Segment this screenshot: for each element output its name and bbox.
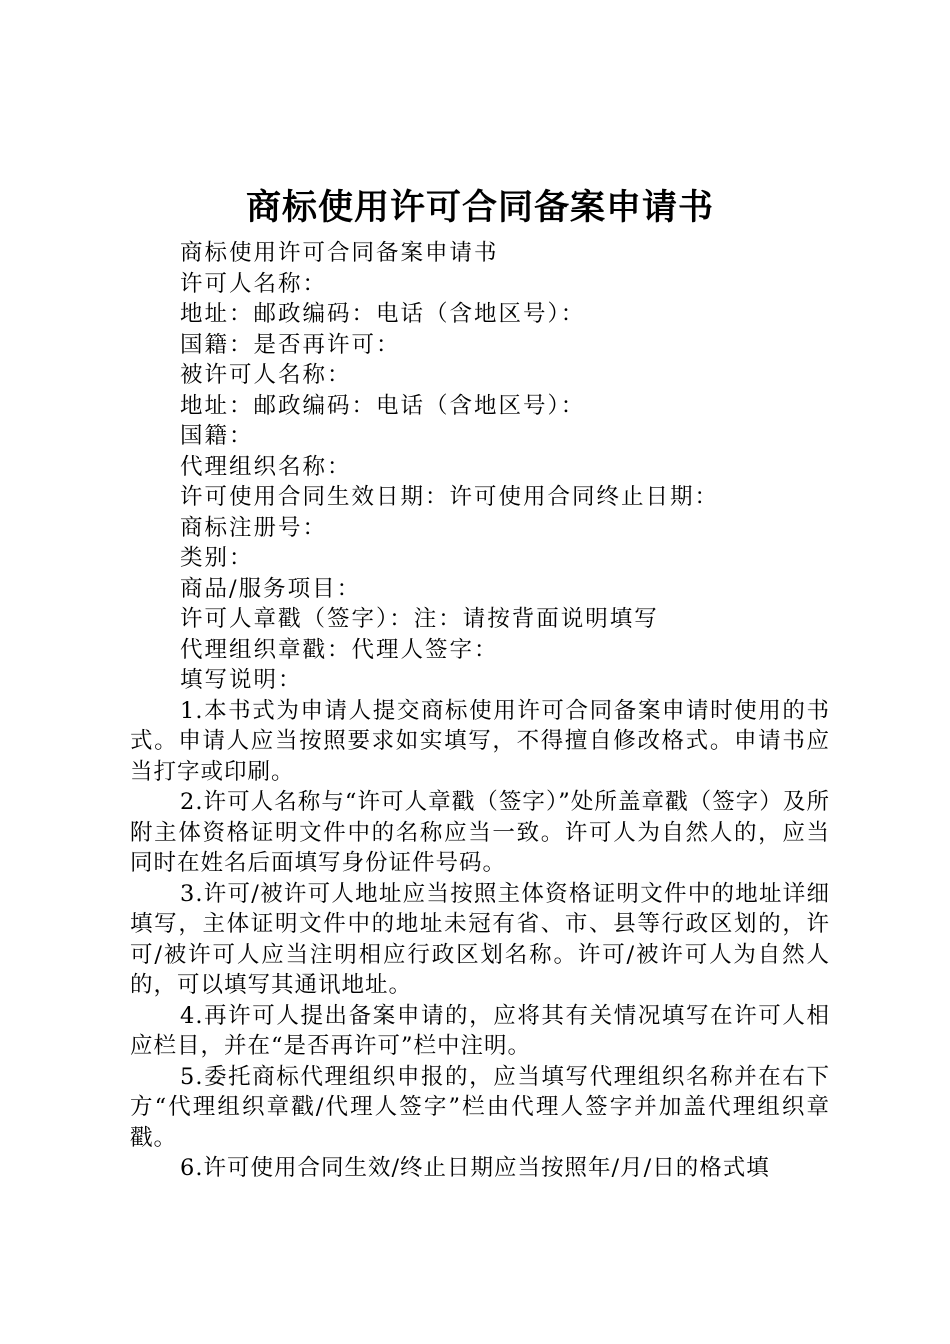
licensor-nationality-line: 国籍：是否再许可： — [180, 331, 401, 358]
licensor-address-line: 地址：邮政编码：电话（含地区号）： — [180, 301, 586, 327]
licensor-name-line: 许可人名称： — [180, 270, 328, 297]
instruction-paragraph: 5.委托商标代理组织申报的，应当填写代理组织名称并在右下方“代理组织章戳/代理人签字”栏由代理人签字并加盖代理组织章戳。 — [130, 1063, 830, 1151]
form-subtitle: 商标使用许可合同备案申请书 — [180, 240, 499, 266]
form-field-list — [130, 238, 830, 696]
licensor-seal-line: 许可人章戳（签字）：注：请按背面说明填写 — [180, 606, 659, 632]
instruction-paragraph: 4.再许可人提出备案申请的，应将其有关情况填写在许可人相应栏目，并在“是否再许可”栏中注明。 — [130, 1002, 830, 1059]
class-line: 类别： — [180, 545, 254, 571]
instructions-section — [130, 696, 830, 1184]
instruction-paragraph: 3.许可/被许可人地址应当按照主体资格证明文件中的地址详细填写，主体证明文件中的地址未冠有省、市、县等行政区划的，许可/被许可人应当注明相应行政区划名称。许可/被许可人为自然人的，可以填写其通讯地址。 — [130, 880, 830, 998]
licensee-name-line: 被许可人名称： — [180, 362, 352, 388]
licensee-address-line: 地址：邮政编码：电话（含地区号）： — [180, 392, 586, 419]
goods-services-line: 商品/服务项目： — [180, 575, 362, 602]
agency-seal-line: 代理组织章戳：代理人签字： — [180, 636, 499, 663]
registration-number-line: 商标注册号： — [180, 514, 328, 541]
document-page — [130, 180, 830, 1184]
instruction-paragraph: 6.许可使用合同生效/终止日期应当按照年/月/日的格式填 — [180, 1155, 770, 1181]
document-title: 商标使用许可合同备案申请书 — [245, 188, 714, 228]
licensee-nationality-line: 国籍： — [180, 423, 254, 449]
agency-name-line: 代理组织名称： — [180, 453, 352, 480]
instruction-paragraph: 2.许可人名称与“许可人章戳（签字）”处所盖章戳（签字）及所附主体资格证明文件中的名称应当一致。许可人为自然人的，应当同时在姓名后面填写身份证件号码。 — [130, 789, 830, 876]
instructions-heading: 填写说明： — [180, 667, 303, 693]
instruction-paragraph: 1.本书式为申请人提交商标使用许可合同备案申请时使用的书式。申请人应当按照要求如实填写，不得擅自修改格式。申请书应当打字或印刷。 — [130, 697, 830, 785]
contract-dates-line: 许可使用合同生效日期：许可使用合同终止日期： — [180, 484, 720, 510]
